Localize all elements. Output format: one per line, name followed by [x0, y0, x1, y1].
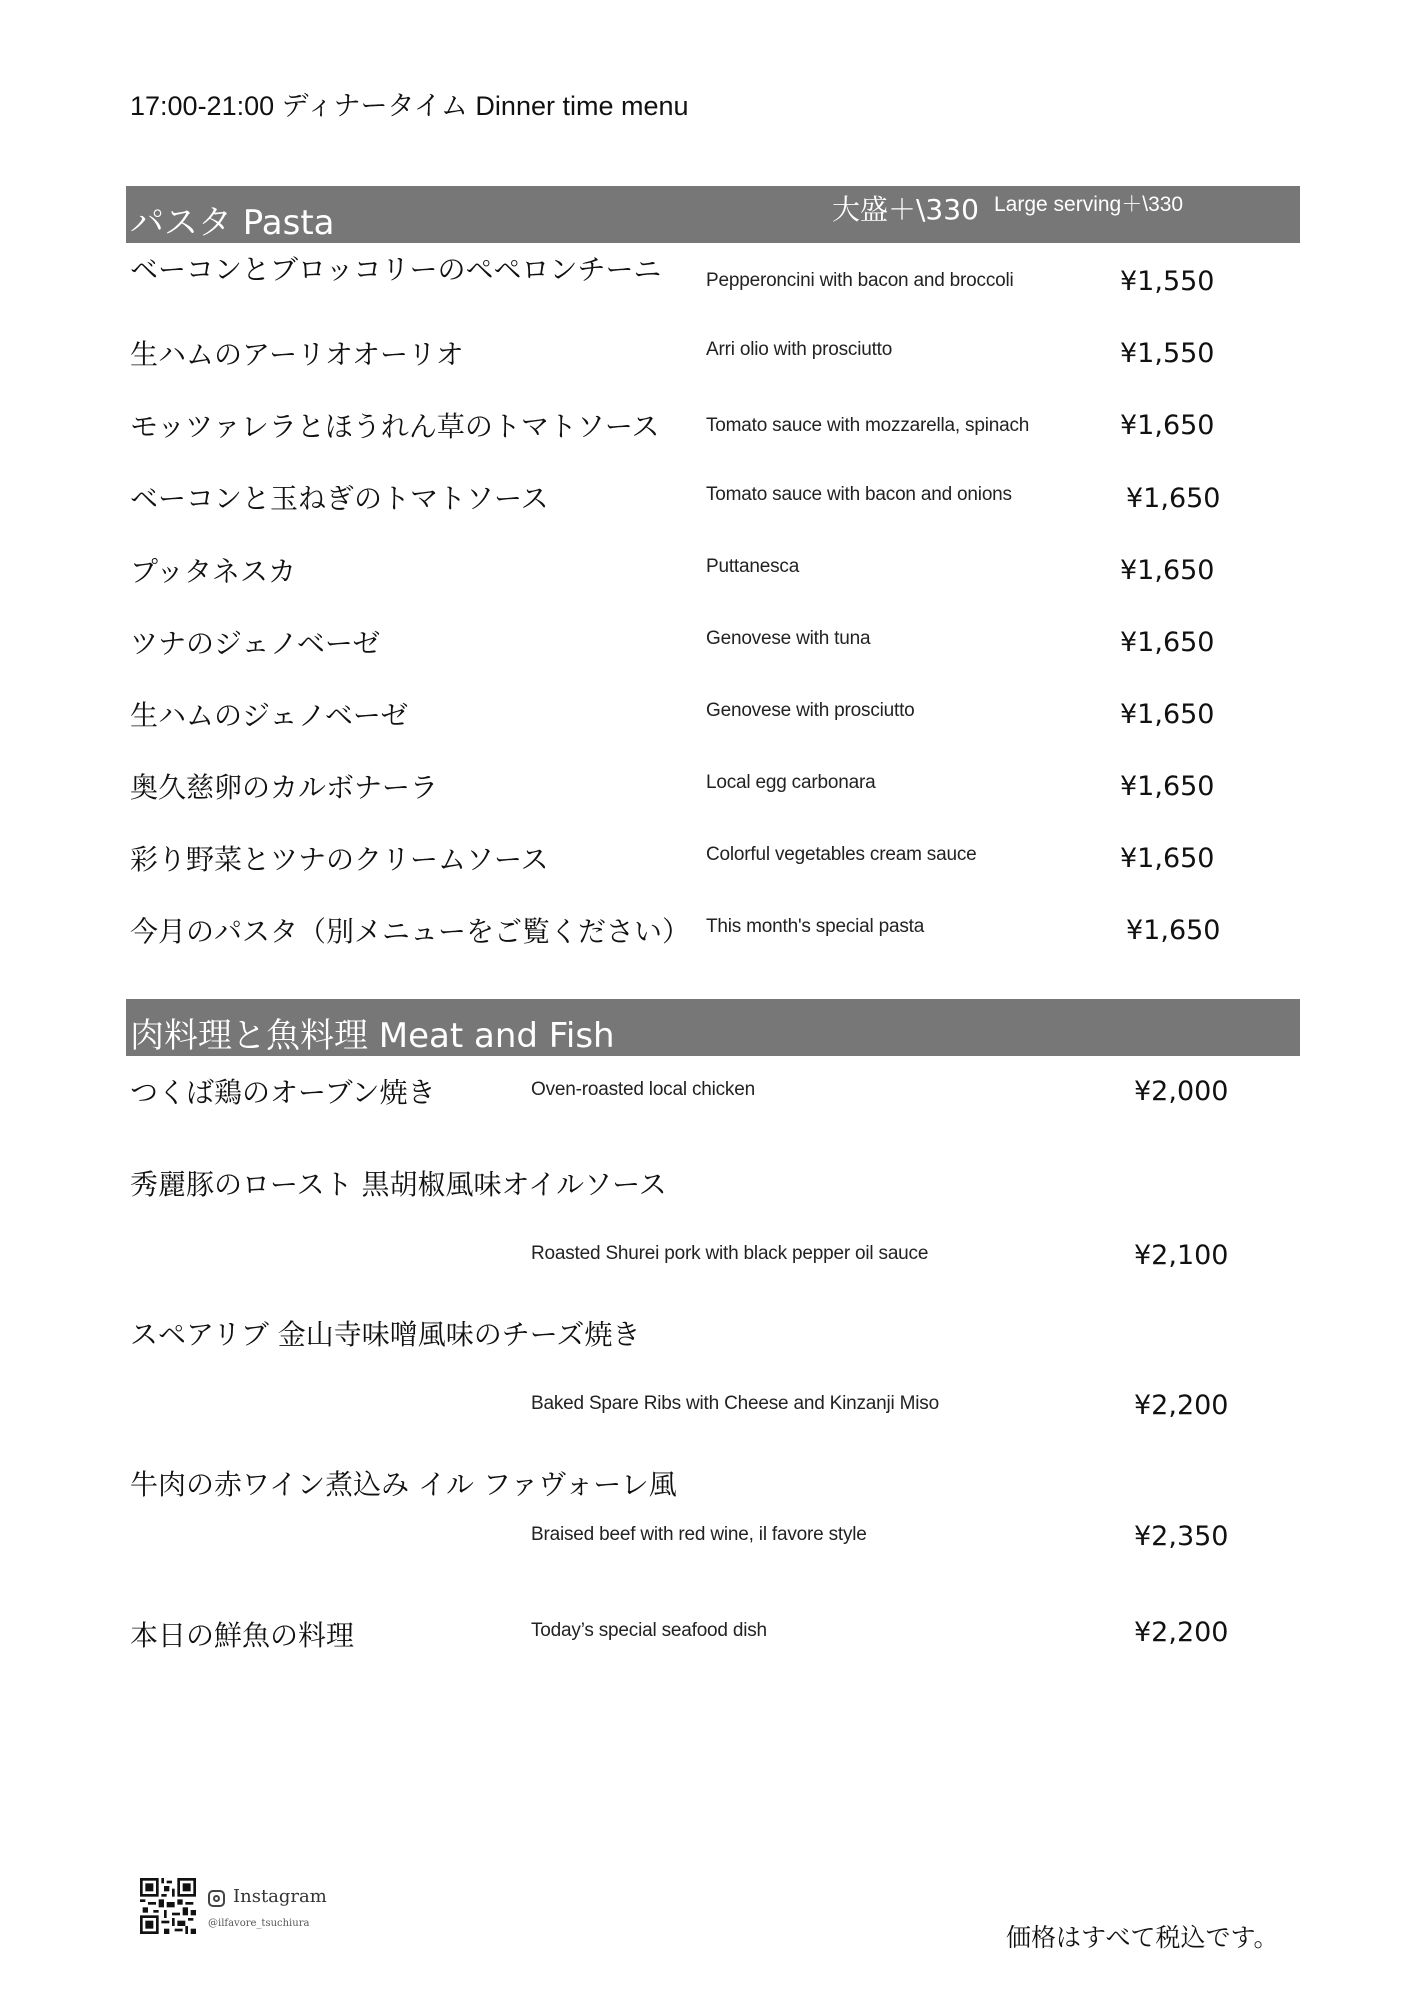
item-name-en: This month's special pasta	[706, 916, 925, 937]
meat-fish-section-header	[126, 999, 1300, 1056]
item-name-jp: つくば鶏のオーブン焼き	[130, 1076, 436, 1109]
meat-fish-section-title: 肉料理と魚料理 Meat and Fish	[130, 1016, 615, 1056]
item-name-en: Pepperoncini with bacon and broccoli	[706, 270, 1014, 291]
item-name-jp: ツナのジェノベーゼ	[130, 627, 381, 660]
item-name-en: Today’s special seafood dish	[531, 1620, 767, 1641]
item-price: ¥1,650	[1120, 410, 1215, 441]
large-serving-en: Large serving＋\330	[994, 193, 1184, 216]
item-name-jp: プッタネスカ	[130, 555, 297, 588]
item-price: ¥2,350	[1134, 1521, 1229, 1552]
item-price: ¥2,200	[1134, 1617, 1229, 1648]
item-name-jp: スペアリブ 金山寺味噌風味のチーズ焼き	[130, 1318, 641, 1351]
item-name-jp: 本日の鮮魚の料理	[130, 1619, 355, 1652]
item-name-jp: 今月のパスタ（別メニューをご覧ください）	[130, 915, 691, 948]
item-name-jp: 奥久慈卵のカルボナーラ	[130, 771, 439, 804]
item-price: ¥2,200	[1134, 1390, 1229, 1421]
item-name-jp: ベーコンと玉ねぎのトマトソース	[130, 482, 549, 515]
item-name-en: Genovese with prosciutto	[706, 700, 915, 721]
large-serving-jp: 大盛＋\330	[832, 193, 979, 226]
item-name-en: Colorful vegetables cream sauce	[706, 844, 977, 865]
item-name-en: Oven-roasted local chicken	[531, 1079, 755, 1100]
item-name-en: Tomato sauce with bacon and onions	[706, 484, 1012, 505]
item-price: ¥1,650	[1120, 843, 1215, 874]
item-name-jp: モッツァレラとほうれん草のトマトソース	[130, 410, 660, 443]
pasta-section-header	[126, 186, 1300, 243]
item-name-en: Tomato sauce with mozzarella, spinach	[706, 415, 1030, 436]
menu-header: 17:00-21:00 ディナータイム Dinner time menu	[130, 91, 689, 121]
item-name-jp: 生ハムのジェノベーゼ	[130, 699, 409, 732]
item-name-jp: 牛肉の赤ワイン煮込み イル ファヴォーレ風	[130, 1468, 677, 1501]
item-name-en: Puttanesca	[706, 556, 800, 577]
item-price: ¥2,000	[1134, 1076, 1229, 1107]
item-price: ¥1,550	[1120, 266, 1215, 297]
item-name-en: Baked Spare Ribs with Cheese and Kinzanji Miso	[531, 1393, 939, 1414]
item-price: ¥1,650	[1126, 915, 1221, 946]
item-name-en: Roasted Shurei pork with black pepper oil sauce	[531, 1243, 929, 1264]
item-price: ¥1,650	[1120, 555, 1215, 586]
item-price: ¥1,650	[1120, 627, 1215, 658]
item-name-jp: ベーコンとブロッコリーのペペロンチーニ	[130, 253, 662, 286]
item-price: ¥1,650	[1120, 771, 1215, 802]
item-name-en: Arri olio with prosciutto	[706, 339, 893, 360]
instagram-icon[interactable]	[208, 1890, 225, 1907]
item-price: ¥1,650	[1126, 483, 1221, 514]
instagram-label[interactable]: Instagram	[233, 1886, 327, 1907]
item-name-en: Local egg carbonara	[706, 772, 876, 793]
pasta-section-title: パスタ Pasta	[130, 203, 335, 243]
item-price: ¥1,550	[1120, 338, 1215, 369]
item-name-jp: 秀麗豚のロースト 黒胡椒風味オイルソース	[130, 1168, 667, 1201]
qr-code-icon[interactable]	[140, 1878, 196, 1934]
item-name-jp: 生ハムのアーリオオーリオ	[130, 338, 464, 371]
tax-note: 価格はすべて税込です。	[1006, 1923, 1279, 1952]
item-name-jp: 彩り野菜とツナのクリームソース	[130, 843, 549, 876]
instagram-handle[interactable]: @ilfavore_tsuchiura	[208, 1918, 310, 1929]
item-name-en: Braised beef with red wine, il favore style	[531, 1524, 867, 1545]
item-price: ¥2,100	[1134, 1240, 1229, 1271]
item-name-en: Genovese with tuna	[706, 628, 871, 649]
item-price: ¥1,650	[1120, 699, 1215, 730]
